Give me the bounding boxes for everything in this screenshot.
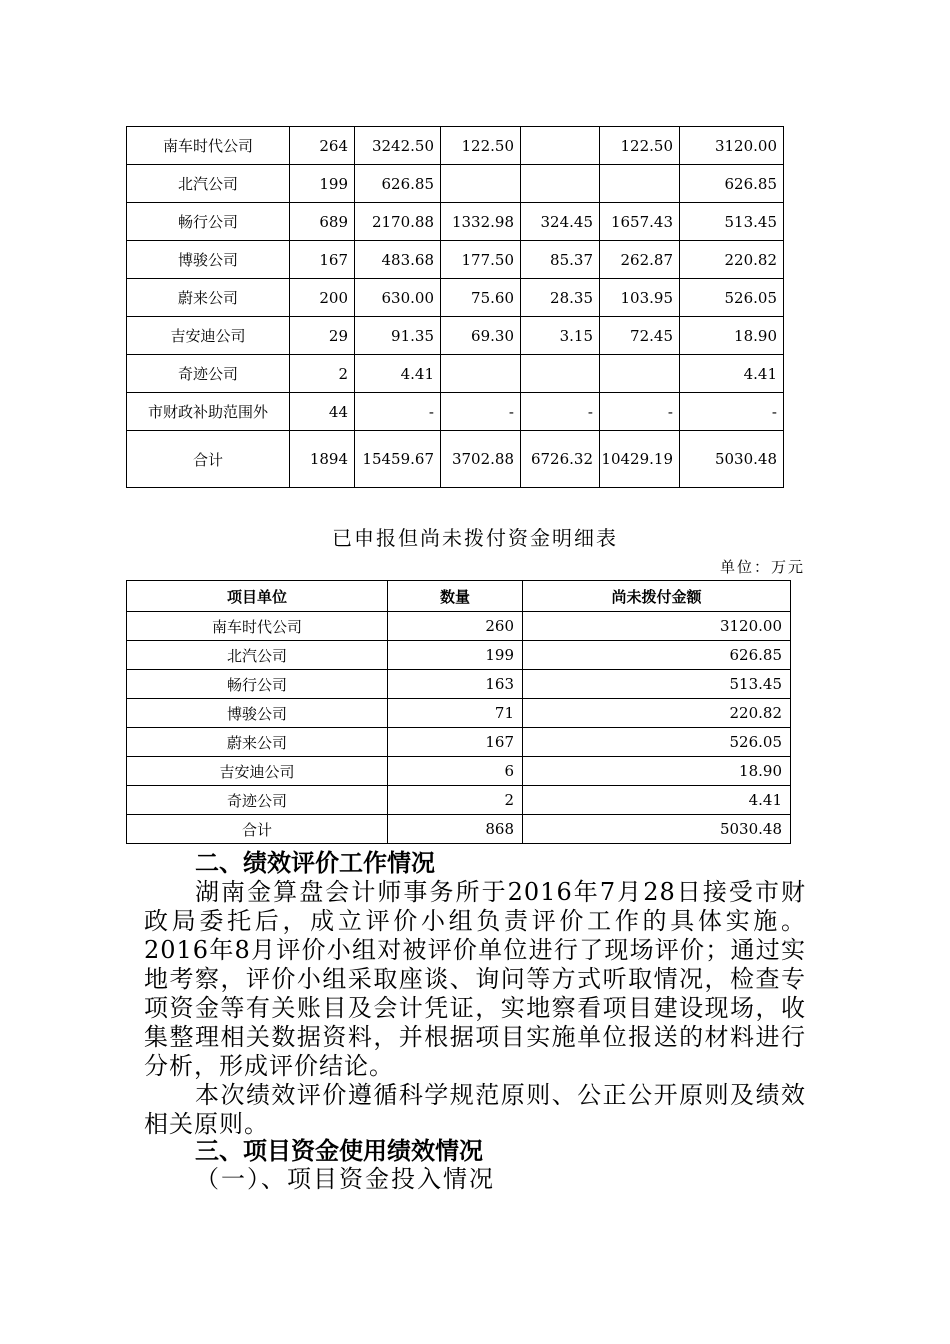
company-name: 北汽公司 [127,641,388,670]
cell: 513.45 [680,203,784,241]
table-row [127,699,791,728]
cell: 5030.48 [680,431,784,488]
company-name: 南车时代公司 [127,127,290,165]
table-row [127,241,784,279]
table-row [127,203,784,241]
company-name: 吉安迪公司 [127,757,388,786]
cell: 689 [290,203,355,241]
amount: 5030.48 [523,815,791,844]
cell: 1657.43 [600,203,680,241]
quantity: 868 [388,815,523,844]
cell: 103.95 [600,279,680,317]
cell: 324.45 [521,203,600,241]
table-row [127,279,784,317]
quantity: 6 [388,757,523,786]
cell [521,355,600,393]
section-heading: 三、项目资金使用绩效情况 [195,1137,483,1165]
section-heading: 二、绩效评价工作情况 [195,849,435,877]
quantity: 163 [388,670,523,699]
table-row [127,165,784,203]
company-name: 南车时代公司 [127,612,388,641]
cell: 29 [290,317,355,355]
table-row [127,786,791,815]
cell: - [441,393,521,431]
cell: 69.30 [441,317,521,355]
cell [441,355,521,393]
cell: 2 [290,355,355,393]
amount: 526.05 [523,728,791,757]
cell: 3242.50 [355,127,441,165]
paragraph: 湖南金算盘会计师事务所于2016年7月28日接受市财政局委托后，成立评价小组负责评价工作的具体实施。2016年8月评价小组对被评价单位进行了现场评价；通过实地考察，评价小组采取座谈、询问等方式听取情况，检查专项资金等有关账目及会计凭证，实地察看项目建设现场，收集整理相关数据资料，并根据项目实施单位报送的材料进行分析，形成评价结论。 [144,878,806,1080]
cell: 3120.00 [680,127,784,165]
cell [600,165,680,203]
quantity: 260 [388,612,523,641]
cell: - [355,393,441,431]
quantity: 199 [388,641,523,670]
cell [441,165,521,203]
cell: 167 [290,241,355,279]
subsection-heading: （一）、项目资金投入情况 [195,1165,495,1193]
company-name: 博骏公司 [127,241,290,279]
table-row [127,641,791,670]
column-header: 数量 [388,581,523,612]
unpaid-funds-table [126,580,791,844]
cell: 122.50 [600,127,680,165]
table-row [127,757,791,786]
cell: - [521,393,600,431]
total-row [127,815,791,844]
cell: 72.45 [600,317,680,355]
company-name: 奇迹公司 [127,355,290,393]
cell: 177.50 [441,241,521,279]
amount: 513.45 [523,670,791,699]
cell: 4.41 [355,355,441,393]
cell: 91.35 [355,317,441,355]
total-label: 合计 [127,815,388,844]
cell: 264 [290,127,355,165]
cell: 3702.88 [441,431,521,488]
cell: 630.00 [355,279,441,317]
table-row [127,317,784,355]
company-name: 蔚来公司 [127,728,388,757]
table-header-row [127,581,791,612]
cell: 6726.32 [521,431,600,488]
cell: 220.82 [680,241,784,279]
column-header: 尚未拨付金额 [523,581,791,612]
amount: 4.41 [523,786,791,815]
cell: 10429.19 [600,431,680,488]
unit-label: 单位：万元 [719,558,805,576]
cell: 262.87 [600,241,680,279]
column-header: 项目单位 [127,581,388,612]
cell: 1332.98 [441,203,521,241]
company-name: 畅行公司 [127,203,290,241]
cell: 3.15 [521,317,600,355]
cell [521,127,600,165]
amount: 3120.00 [523,612,791,641]
cell: 626.85 [355,165,441,203]
cell: 75.60 [441,279,521,317]
cell [521,165,600,203]
cell: 2170.88 [355,203,441,241]
funding-detail-table [126,126,784,488]
table-row [127,355,784,393]
cell: 28.35 [521,279,600,317]
company-name: 博骏公司 [127,699,388,728]
quantity: 71 [388,699,523,728]
table-row [127,393,784,431]
total-label: 合计 [127,431,290,488]
section-body [144,878,806,1139]
cell: - [600,393,680,431]
quantity: 167 [388,728,523,757]
cell: 122.50 [441,127,521,165]
cell: 483.68 [355,241,441,279]
table-row [127,670,791,699]
cell: 1894 [290,431,355,488]
table-row [127,728,791,757]
amount: 626.85 [523,641,791,670]
table-row [127,127,784,165]
table-title: 已申报但尚未拨付资金明细表 [332,526,618,550]
paragraph: 本次绩效评价遵循科学规范原则、公正公开原则及绩效相关原则。 [144,1081,806,1138]
cell: - [680,393,784,431]
company-name: 北汽公司 [127,165,290,203]
company-name: 奇迹公司 [127,786,388,815]
cell: 18.90 [680,317,784,355]
cell: 15459.67 [355,431,441,488]
company-name: 吉安迪公司 [127,317,290,355]
company-name: 市财政补助范围外 [127,393,290,431]
company-name: 蔚来公司 [127,279,290,317]
total-row [127,431,784,488]
cell: 85.37 [521,241,600,279]
table-row [127,612,791,641]
cell [600,355,680,393]
cell: 44 [290,393,355,431]
cell: 626.85 [680,165,784,203]
cell: 199 [290,165,355,203]
quantity: 2 [388,786,523,815]
amount: 220.82 [523,699,791,728]
cell: 4.41 [680,355,784,393]
cell: 526.05 [680,279,784,317]
cell: 200 [290,279,355,317]
amount: 18.90 [523,757,791,786]
company-name: 畅行公司 [127,670,388,699]
